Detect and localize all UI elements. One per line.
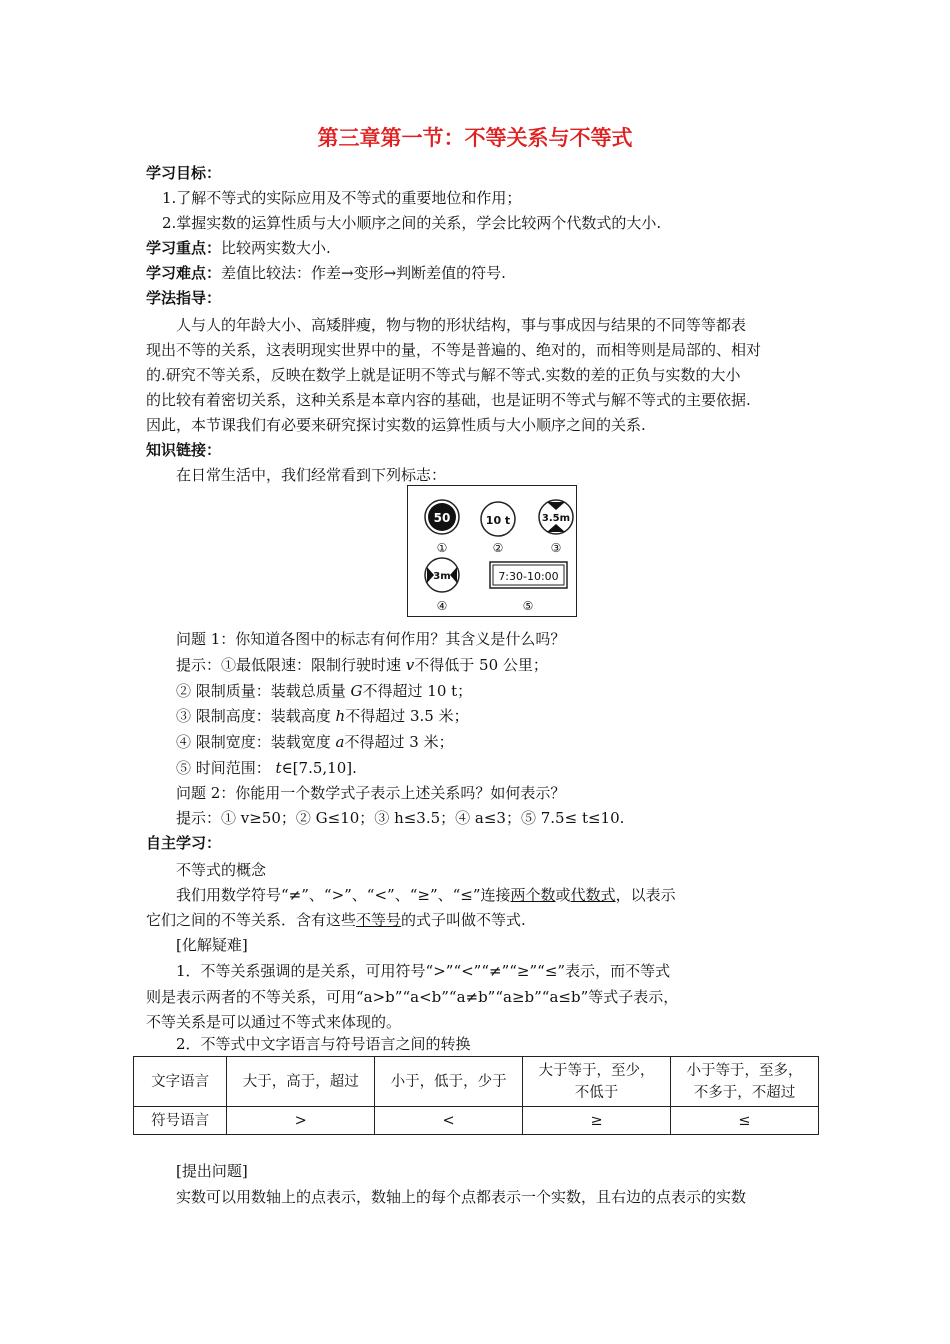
table-cell: ≥ bbox=[523, 1107, 671, 1135]
sign-1-number: ① bbox=[436, 541, 448, 555]
page-title: 第三章第一节：不等关系与不等式 bbox=[317, 126, 633, 150]
table-cell: 大于等于，至少， 不低于 bbox=[523, 1057, 671, 1107]
resolve-heading: [化解疑难] bbox=[176, 936, 248, 954]
question-2: 问题 2：你能用一个数学式子表示上述关系吗？如何表示？ bbox=[176, 784, 566, 802]
sign-3-number: ③ bbox=[550, 541, 562, 555]
question-heading: [提出问题] bbox=[176, 1162, 248, 1180]
width-limit-sign-icon bbox=[425, 558, 459, 592]
link-intro: 在日常生活中，我们经常看到下列标志： bbox=[176, 466, 447, 484]
hint-4: ④ 限制宽度：装载宽度 a不得超过 3 米； bbox=[176, 733, 454, 751]
weight-limit-sign-icon bbox=[481, 502, 515, 536]
sign-2-number: ② bbox=[492, 541, 504, 555]
table-cell: 小于，低于，少于 bbox=[375, 1057, 523, 1107]
method-heading: 学法指导： bbox=[146, 289, 222, 307]
table-cell: 大于，高于，超过 bbox=[227, 1057, 375, 1107]
resolve-line-1: 1．不等关系强调的是关系，可用符号“>”“<”“≠”“≥”“≤”表示，而不等式 bbox=[176, 962, 671, 980]
focus-text: 比较两实数大小. bbox=[221, 239, 331, 257]
goal-item-2: 2.掌握实数的运算性质与大小顺序之间的关系，学会比较两个代数式的大小. bbox=[162, 214, 662, 232]
language-conversion-table bbox=[133, 1056, 819, 1135]
table-row bbox=[134, 1107, 819, 1135]
sign-1-label: 50 bbox=[433, 511, 451, 525]
resolve-line-4: 2．不等式中文字语言与符号语言之间的转换 bbox=[176, 1035, 471, 1053]
link-heading: 知识链接： bbox=[146, 441, 222, 459]
method-line-2: 现出不等的关系，这表明现实世界中的量，不等是普遍的、绝对的，而相等则是局部的、相对 bbox=[146, 341, 762, 359]
method-line-1: 人与人的年龄大小、高矮胖瘦，物与物的形状结构，事与事成因与结果的不同等等都表 bbox=[176, 316, 747, 334]
difficulty-text: 差值比较法：作差→变形→判断差值的符号. bbox=[221, 264, 506, 282]
focus-label: 学习重点： bbox=[146, 239, 222, 257]
goals-heading: 学习目标： bbox=[146, 164, 222, 182]
difficulty-line bbox=[146, 260, 506, 286]
sign-2-label: 10 t bbox=[485, 514, 511, 527]
sign-3-label: 3.5m bbox=[541, 513, 571, 524]
self-study-heading: 自主学习： bbox=[146, 834, 222, 852]
min-speed-sign-icon bbox=[425, 500, 459, 534]
question-1: 问题 1：你知道各图中的标志有何作用？其含义是什么吗？ bbox=[176, 630, 566, 648]
sign-5-number: ⑤ bbox=[522, 599, 534, 613]
hint-5: ⑤ 时间范围： t∈[7.5,10]. bbox=[176, 759, 357, 777]
sign-5-label: 7:30-10:00 bbox=[498, 570, 559, 583]
table-row bbox=[134, 1057, 819, 1107]
traffic-signs-svg bbox=[408, 486, 578, 618]
concept-line-2: 它们之间的不等关系．含有这些不等号的式子叫做不等式. bbox=[146, 911, 526, 929]
focus-line bbox=[146, 235, 331, 261]
height-limit-sign-icon bbox=[539, 500, 573, 534]
concept-title: 不等式的概念 bbox=[176, 861, 267, 879]
answer-2: 提示：① v≥50；② G≤10；③ h≤3.5；④ a≤3；⑤ 7.5≤ t≤10. bbox=[176, 809, 625, 827]
table-cell: > bbox=[227, 1107, 375, 1135]
method-line-4: 的比较有着密切关系，这种关系是本章内容的基础，也是证明不等式与解不等式的主要依据. bbox=[146, 391, 751, 409]
table-cell: 符号语言 bbox=[134, 1107, 227, 1135]
question-line-1: 实数可以用数轴上的点表示，数轴上的每个点都表示一个实数，且右边的点表示的实数 bbox=[176, 1188, 747, 1206]
sign-4-number: ④ bbox=[436, 599, 448, 613]
resolve-line-2: 则是表示两者的不等关系，可用“a>b”“a<b”“a≠b”“a≥b”“a≤b”等式子表示， bbox=[146, 988, 679, 1006]
resolve-line-3: 不等关系是可以通过不等式来体现的。 bbox=[146, 1013, 402, 1031]
goal-item-1: 1.了解不等式的实际应用及不等式的重要地位和作用； bbox=[162, 189, 522, 207]
table-cell: 文字语言 bbox=[134, 1057, 227, 1107]
table-cell: ≤ bbox=[671, 1107, 819, 1135]
difficulty-label: 学习难点： bbox=[146, 264, 222, 282]
hint-2: ② 限制质量：装载总质量 G不得超过 10 t； bbox=[176, 682, 473, 700]
sign-4-label: 3m bbox=[433, 571, 451, 582]
hint-3: ③ 限制高度：装载高度 h不得超过 3.5 米； bbox=[176, 707, 469, 725]
table-cell: < bbox=[375, 1107, 523, 1135]
method-line-5: 因此，本节课我们有必要来研究探讨实数的运算性质与大小顺序之间的关系. bbox=[146, 416, 646, 434]
traffic-signs-figure bbox=[407, 485, 577, 617]
hint-1: 提示：①最低限速：限制行驶时速 v不得低于 50 公里； bbox=[176, 656, 548, 674]
method-line-3: 的.研究不等关系，反映在数学上就是证明不等式与解不等式.实数的差的正负与实数的大小 bbox=[146, 366, 741, 384]
time-range-sign-icon bbox=[490, 562, 567, 588]
concept-line-1: 我们用数学符号“≠”、“>”、“<”、“≥”、“≤”连接两个数或代数式，以表示 bbox=[176, 886, 676, 904]
table-cell: 小于等于，至多， 不多于，不超过 bbox=[671, 1057, 819, 1107]
